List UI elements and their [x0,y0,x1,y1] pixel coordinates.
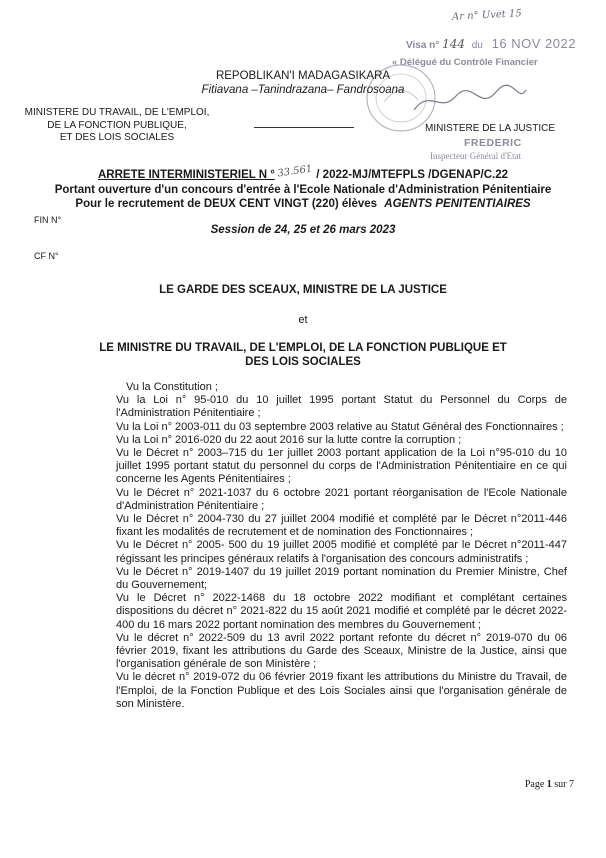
vu-item: Vu la Loi n° 2003-011 du 03 septembre 2003 relative au Statut Général des Fonctionnaires ; [116,420,564,433]
page-number: 1 [546,779,552,790]
arrete-object: Portant ouverture d'un concours d'entrée à l'Ecole Nationale d'Administration Pénitentiaire [54,184,552,196]
vu-item: Vu le Décret n° 2022-1468 du 18 octobre 2022 modifiant et complétant certaines dispositions du décret n° 2021-822 du 15 août 2021 modifié et complété par le décret 2022-400 du 16 mars 2022 portant nomination des membres du Gouvernement ; [116,592,567,631]
arrete-recruitment-line [0,197,606,211]
vu-item: Vu le Décret n° 2005- 500 du 19 juillet 2005 modifié et complété par le Décret n°2011-447 régissant les principes généraux relatifs à l'organisation des concours administratifs ; [116,539,567,565]
republic-header [0,69,606,97]
vu-item: Vu le Décret n° 2004-730 du 27 juillet 2004 modifié et complété par le Décret n°2011-446 fixant les modalités de recrutement et de nomination des Fonctionnaires ; [116,513,567,539]
ministry-right-line1: MINISTERE DE LA JUSTICE [424,123,556,134]
visa-label: Visa n° [406,40,440,51]
minister-labour [0,341,606,369]
ministry-left [22,107,212,145]
visa-date-prefix: du [471,40,483,51]
minister-labour-line1: LE MINISTRE DU TRAVAIL, DE L'EMPLOI, DE LA FONCTION PUBLIQUE ET [99,342,507,354]
page-prefix: Page [524,779,545,790]
delegate-line: « Délégué du Contrôle Financier [392,57,538,68]
ministry-right [392,123,588,136]
cf-label: CF N° [34,251,59,261]
arrete-title-block [0,163,606,211]
vu-item: Vu le Décret n° 2003–715 du 1er juillet 2003 portant application de la Loi n°95-010 du 10 juillet 1995 portant statut du personnel du corps de l'Administration Pénitentiaire en ce qui concerne les Agents Pénitentiaires ; [116,447,567,486]
fin-label: FIN N° [34,215,62,225]
visa-date: 16 NOV 2022 [491,36,576,51]
republic-name: REPOBLIKAN'I MADAGASIKARA [215,70,391,82]
vu-item: Vu la Loi n° 2016-020 du 22 aout 2016 sur la lutte contre la corruption ; [116,433,462,446]
ministry-left-line2: DE LA FONCTION PUBLIQUE, [47,119,187,131]
arrete-recruitment-italic: AGENTS PENITENTIAIRES [384,198,531,210]
arrete-recruitment-main: Pour le recrutement de DEUX CENT VINGT (220) élèves [75,198,378,210]
page-footer [525,779,574,790]
minister-justice: LE GARDE DES SCEAUX, MINISTRE DE LA JUSTICE [159,284,447,296]
vu-item: Vu la Loi n° 95-010 du 10 juillet 1995 portant Statut du Personnel du Corps de l'Administration Pénitentiaire ; [116,394,567,420]
ministry-left-line3: ET DES LOIS SOCIALES [59,132,175,143]
signer-title: Inspecteur Général d'Etat [430,151,522,161]
arrete-handwritten-number: 33.561 [276,163,314,180]
visa-number: 144 [442,37,465,51]
arrete-suffix: / 2022-MJ/MTEFPLS /DGENAP/C.22 [316,169,509,181]
visa-stamp [406,36,596,51]
conjunction-et: et [298,314,308,326]
signer-name: FREDERIC [464,137,522,149]
arrete-number-line [0,163,606,183]
minister-labour-line2: DES LOIS SOCIALES [245,356,361,368]
session-line: Session de 24, 25 et 26 mars 2023 [210,224,396,236]
republic-motto: Fitiavana –Tanindrazana– Fandrosoana [201,84,405,96]
vu-list [116,381,567,711]
page-total: 7 [569,779,574,790]
vu-item: Vu le Décret n° 2019-1407 du 19 juillet 2019 portant nomination du Premier Ministre, Chef du Gouvernement; [116,565,567,592]
vu-item: Vu le décret n° 2022-509 du 13 avril 2022 portant refonte du décret n° 2019-070 du 06 février 2019, fixant les attributions du Garde des Sceaux, Ministre de la Justice, ainsi que l'organisation générale de son Ministère ; [116,631,567,671]
arrete-prefix: ARRETE INTERMINISTERIEL N ° [97,169,275,181]
page-separator: sur [554,779,567,790]
vu-item: Vu le Décret n° 2021-1037 du 6 octobre 2021 portant réorganisation de l'Ecole Nationale d'Administration Pénitentiaire ; [116,486,567,512]
vu-item: Vu la Constitution ; [126,381,218,393]
handwritten-reference: Ar n° Uvet 15 [451,8,522,23]
ministry-left-line1: MINISTERE DU TRAVAIL, DE L'EMPLOI, [24,107,210,118]
ministry-left-underline [254,127,354,128]
vu-item: Vu le décret n° 2019-072 du 06 février 2019 fixant les attributions du Ministre du Travail, de l'Emploi, de la Fonction Publique et des Lois Sociales ainsi que l'organisation générale de son Ministère. [116,671,567,710]
